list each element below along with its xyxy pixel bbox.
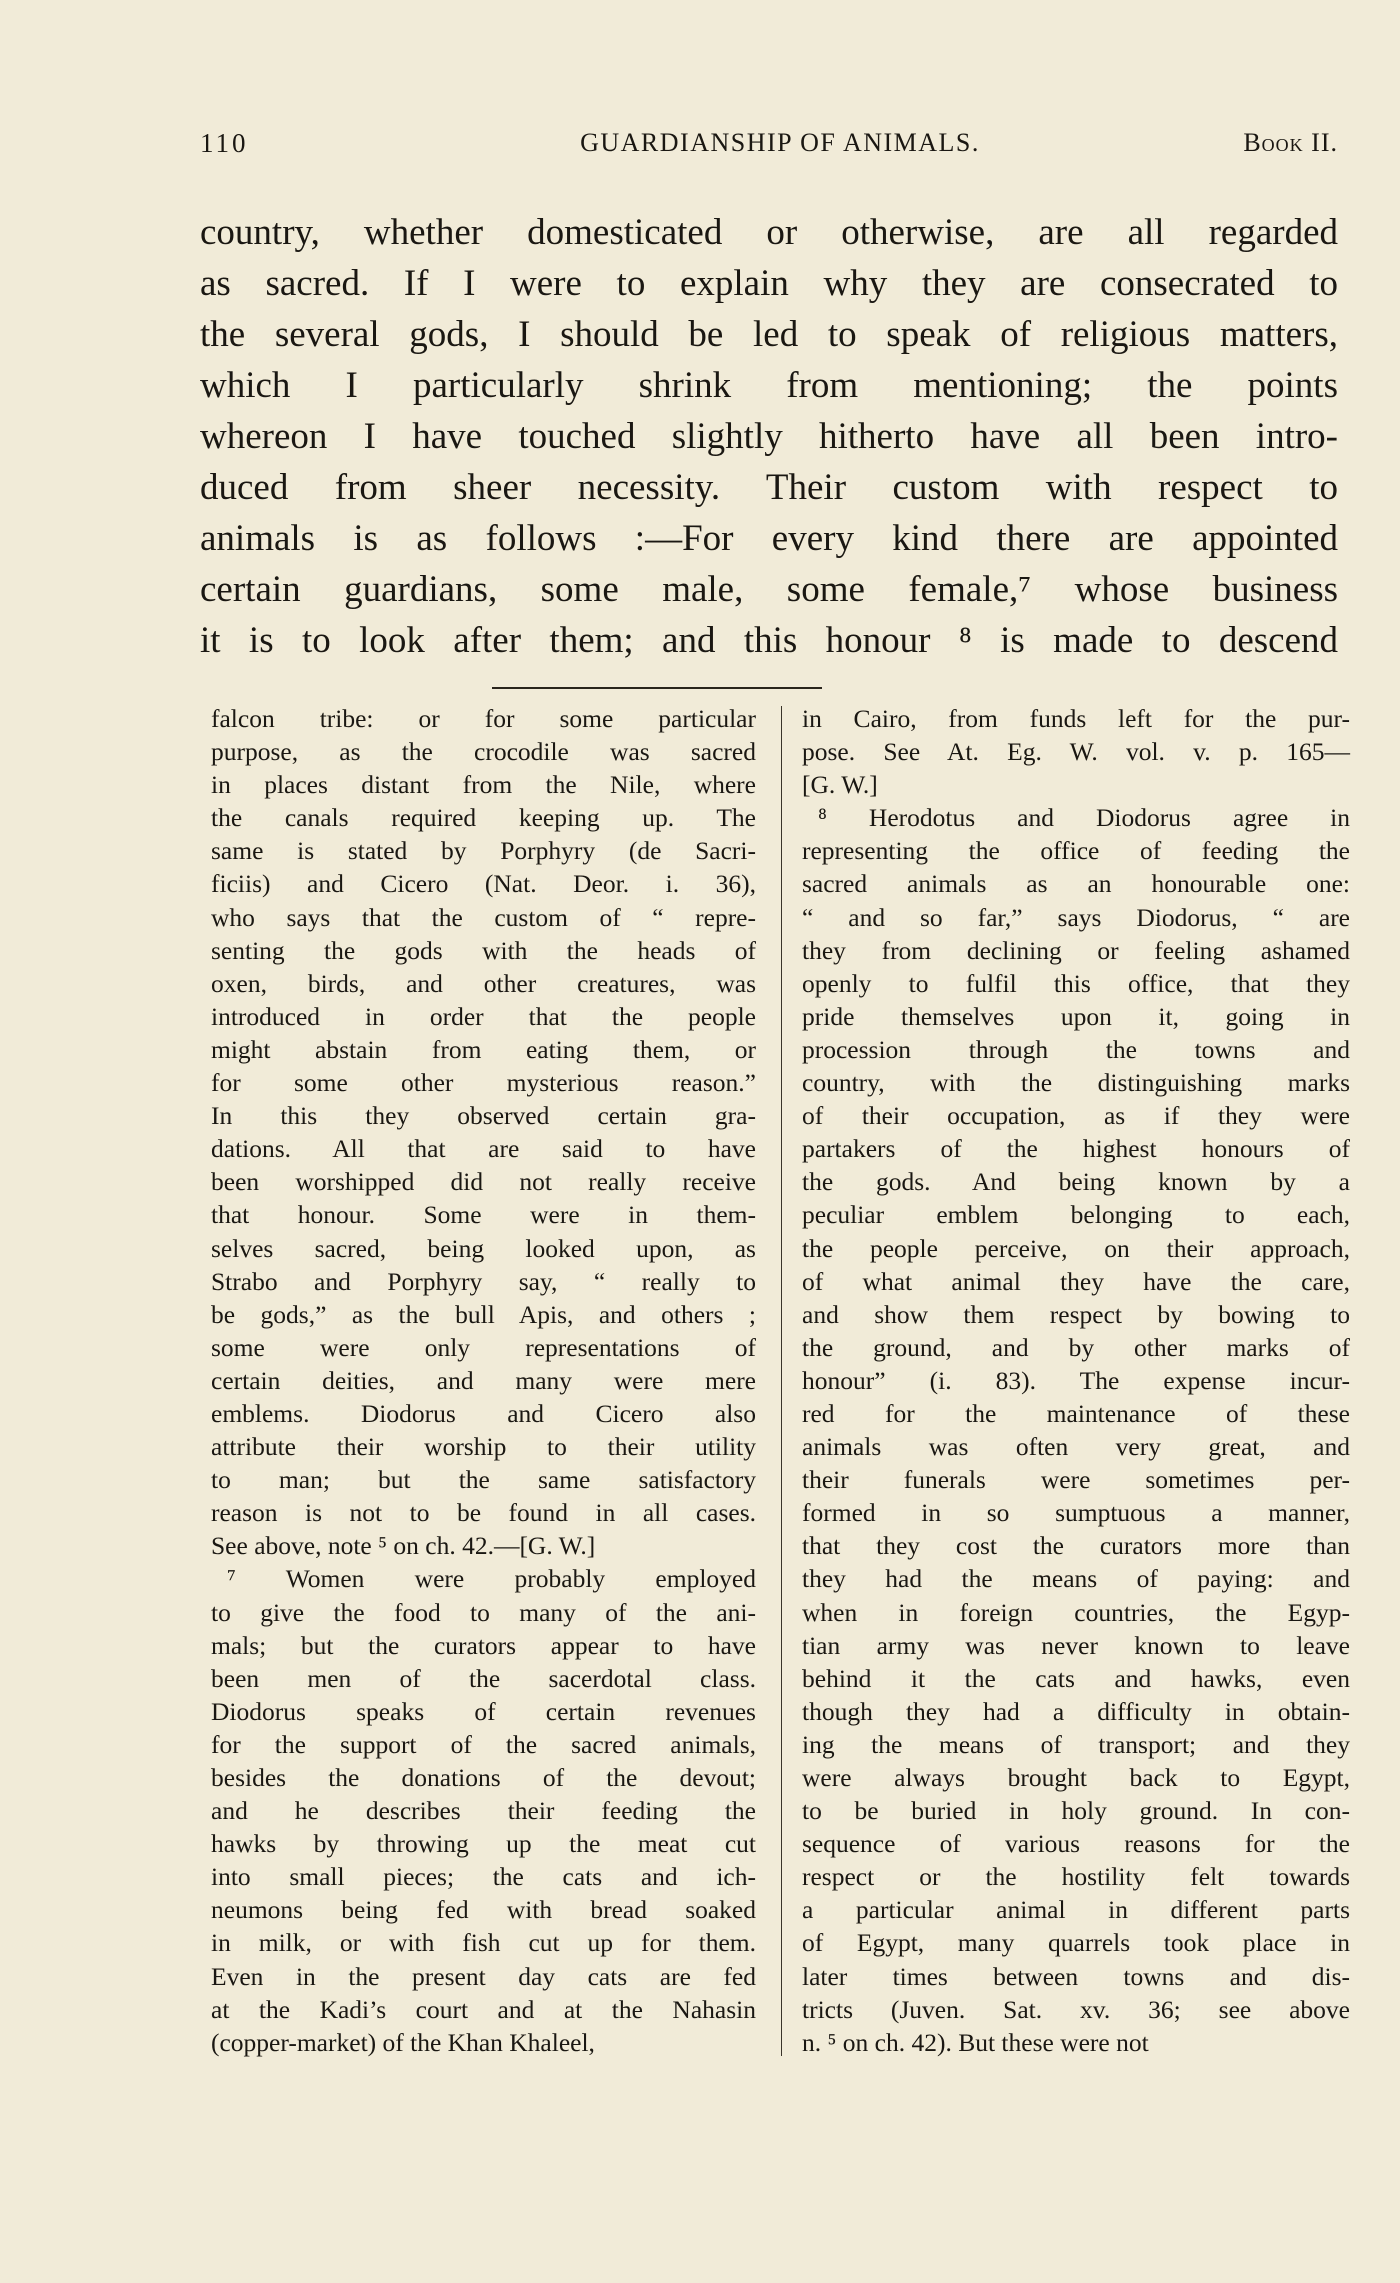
footnote-line: later times between towns and dis-	[802, 1961, 1350, 1991]
main-text-line: the several gods, I should be led to speak of religious matters,	[200, 314, 1338, 355]
footnote-line: though they had a difficulty in obtain-	[802, 1696, 1350, 1726]
footnote-line: mals; but the curators appear to have	[211, 1630, 756, 1660]
main-text-line: it is to look after them; and this honour ⁸ is made to descend	[200, 620, 1338, 661]
footnote-line: ficiis) and Cicero (Nat. Deor. i. 36),	[211, 869, 756, 899]
footnote-line: they had the means of paying: and	[802, 1564, 1350, 1594]
footnote-separator-rule	[492, 687, 822, 689]
page-number: 110	[200, 128, 249, 158]
footnote-line: their funerals were sometimes per-	[802, 1465, 1350, 1495]
footnote-line: selves sacred, being looked upon, as	[211, 1233, 756, 1263]
footnote-line: formed in so sumptuous a manner,	[802, 1498, 1350, 1528]
footnote-line: falcon tribe: or for some particular	[211, 704, 756, 733]
footnote-line: oxen, birds, and other creatures, was	[211, 968, 756, 998]
footnote-line: pose. See At. Eg. W. vol. v. p. 165—	[802, 737, 1350, 767]
footnote-line: hawks by throwing up the meat cut	[211, 1829, 756, 1859]
footnote-line: at the Kadi’s court and at the Nahasin	[211, 1994, 756, 2024]
footnote-line: [G. W.]	[802, 770, 878, 800]
footnote-line: dations. All that are said to have	[211, 1134, 756, 1164]
footnote-line: to man; but the same satisfactory	[211, 1465, 756, 1495]
footnote-line: a particular animal in different parts	[802, 1895, 1350, 1925]
footnote-line: the people perceive, on their approach,	[802, 1233, 1350, 1263]
running-head-title: GUARDIANSHIP OF ANIMALS.	[580, 128, 980, 157]
footnote-line: certain deities, and many were mere	[211, 1365, 756, 1395]
main-text-line: country, whether domesticated or otherwise, are all regarded	[200, 212, 1338, 253]
footnote-line: the gods. And being known by a	[802, 1167, 1350, 1197]
footnote-line: Even in the present day cats are fed	[211, 1961, 756, 1991]
footnote-line: red for the maintenance of these	[802, 1398, 1350, 1428]
footnote-line: that they cost the curators more than	[802, 1531, 1350, 1561]
footnote-line: “ and so far,” says Diodorus, “ are	[802, 902, 1350, 932]
footnote-line: pride themselves upon it, going in	[802, 1001, 1350, 1031]
footnote-line: been worshipped did not really receive	[211, 1167, 756, 1197]
footnote-line: to give the food to many of the ani-	[211, 1597, 756, 1627]
footnote-line: might abstain from eating them, or	[211, 1034, 756, 1064]
footnote-line: some were only representations of	[211, 1332, 756, 1362]
main-text-line: duced from sheer necessity. Their custom with respect to	[200, 467, 1338, 508]
footnote-line: ⁸ Herodotus and Diodorus agree in	[818, 803, 1350, 833]
footnote-line: been men of the sacerdotal class.	[211, 1663, 756, 1693]
footnote-line: respect or the hostility felt towards	[802, 1862, 1350, 1892]
footnote-line: tricts (Juven. Sat. xv. 36; see above	[802, 1994, 1350, 2024]
footnote-line: honour” (i. 83). The expense incur-	[802, 1365, 1350, 1395]
footnotes-right-column	[802, 702, 1350, 2059]
footnote-line: when in foreign countries, the Egyp-	[802, 1597, 1350, 1627]
book-reference: Book II.	[1243, 128, 1338, 157]
footnote-line: partakers of the highest honours of	[802, 1134, 1350, 1164]
footnote-line: of what animal they have the care,	[802, 1266, 1350, 1296]
footnote-line: peculiar emblem belonging to each,	[802, 1200, 1350, 1230]
footnote-line: tian army was never known to leave	[802, 1630, 1350, 1660]
footnote-line: purpose, as the crocodile was sacred	[211, 737, 756, 767]
footnote-line: ⁷ Women were probably employed	[227, 1564, 756, 1594]
footnote-line: neumons being fed with bread soaked	[211, 1895, 756, 1925]
footnote-line: reason is not to be found in all cases.	[211, 1498, 756, 1528]
footnote-line: in milk, or with fish cut up for them.	[211, 1928, 756, 1958]
footnotes-left-column	[211, 702, 756, 2059]
footnote-line: in Cairo, from funds left for the pur-	[802, 704, 1350, 733]
footnote-line: sacred animals as an honourable one:	[802, 869, 1350, 899]
footnote-line: the ground, and by other marks of	[802, 1332, 1350, 1362]
footnote-line: ing the means of transport; and they	[802, 1729, 1350, 1759]
footnote-line: emblems. Diodorus and Cicero also	[211, 1398, 756, 1428]
footnote-line: of Egypt, many quarrels took place in	[802, 1928, 1350, 1958]
main-text-line: certain guardians, some male, some female,⁷ whose business	[200, 569, 1338, 610]
footnote-line: that honour. Some were in them-	[211, 1200, 756, 1230]
footnote-line: the canals required keeping up. The	[211, 803, 756, 833]
footnote-line: behind it the cats and hawks, even	[802, 1663, 1350, 1693]
footnote-line: Strabo and Porphyry say, “ really to	[211, 1266, 756, 1296]
footnote-line: of their occupation, as if they were	[802, 1101, 1350, 1131]
footnote-line: openly to fulfil this office, that they	[802, 968, 1350, 998]
footnote-line: for the support of the sacred animals,	[211, 1729, 756, 1759]
main-text-line: which I particularly shrink from mentioning; the points	[200, 365, 1338, 406]
footnote-line: animals was often very great, and	[802, 1432, 1350, 1462]
main-text-line: whereon I have touched slightly hitherto have all been intro-	[200, 416, 1338, 457]
footnote-line: in places distant from the Nile, where	[211, 770, 756, 800]
main-text-line: animals is as follows :—For every kind there are appointed	[200, 518, 1338, 559]
footnote-line: country, with the distinguishing marks	[802, 1068, 1350, 1098]
footnote-line: (copper-market) of the Khan Khaleel,	[211, 2027, 595, 2057]
running-head	[200, 128, 1340, 168]
footnote-line: In this they observed certain gra-	[211, 1101, 756, 1131]
footnote-line: same is stated by Porphyry (de Sacri-	[211, 836, 756, 866]
footnote-line: to be buried in holy ground. In con-	[802, 1796, 1350, 1826]
footnote-line: were always brought back to Egypt,	[802, 1763, 1350, 1792]
main-text	[200, 207, 1338, 666]
footnote-line: they from declining or feeling ashamed	[802, 935, 1350, 965]
footnote-line: See above, note ⁵ on ch. 42.—[G. W.]	[211, 1531, 596, 1561]
footnote-line: representing the office of feeding the	[802, 836, 1350, 866]
footnote-line: introduced in order that the people	[211, 1001, 756, 1031]
footnote-line: and he describes their feeding the	[211, 1796, 756, 1826]
footnote-line: sequence of various reasons for the	[802, 1829, 1350, 1859]
footnote-line: senting the gods with the heads of	[211, 935, 756, 965]
footnote-line: and show them respect by bowing to	[802, 1299, 1350, 1329]
footnote-line: n. ⁵ on ch. 42). But these were not	[802, 2027, 1149, 2057]
footnote-line: attribute their worship to their utility	[211, 1432, 756, 1462]
footnote-line: besides the donations of the devout;	[211, 1763, 756, 1792]
footnote-line: Diodorus speaks of certain revenues	[211, 1696, 756, 1726]
footnote-line: who says that the custom of “ repre-	[211, 902, 756, 932]
footnote-line: be gods,” as the bull Apis, and others ;	[211, 1299, 756, 1329]
column-divider	[781, 706, 782, 2056]
footnote-line: procession through the towns and	[802, 1034, 1350, 1064]
footnote-line: for some other mysterious reason.”	[211, 1068, 756, 1098]
footnote-line: into small pieces; the cats and ich-	[211, 1862, 756, 1892]
main-text-line: as sacred. If I were to explain why they are consecrated to	[200, 263, 1338, 304]
